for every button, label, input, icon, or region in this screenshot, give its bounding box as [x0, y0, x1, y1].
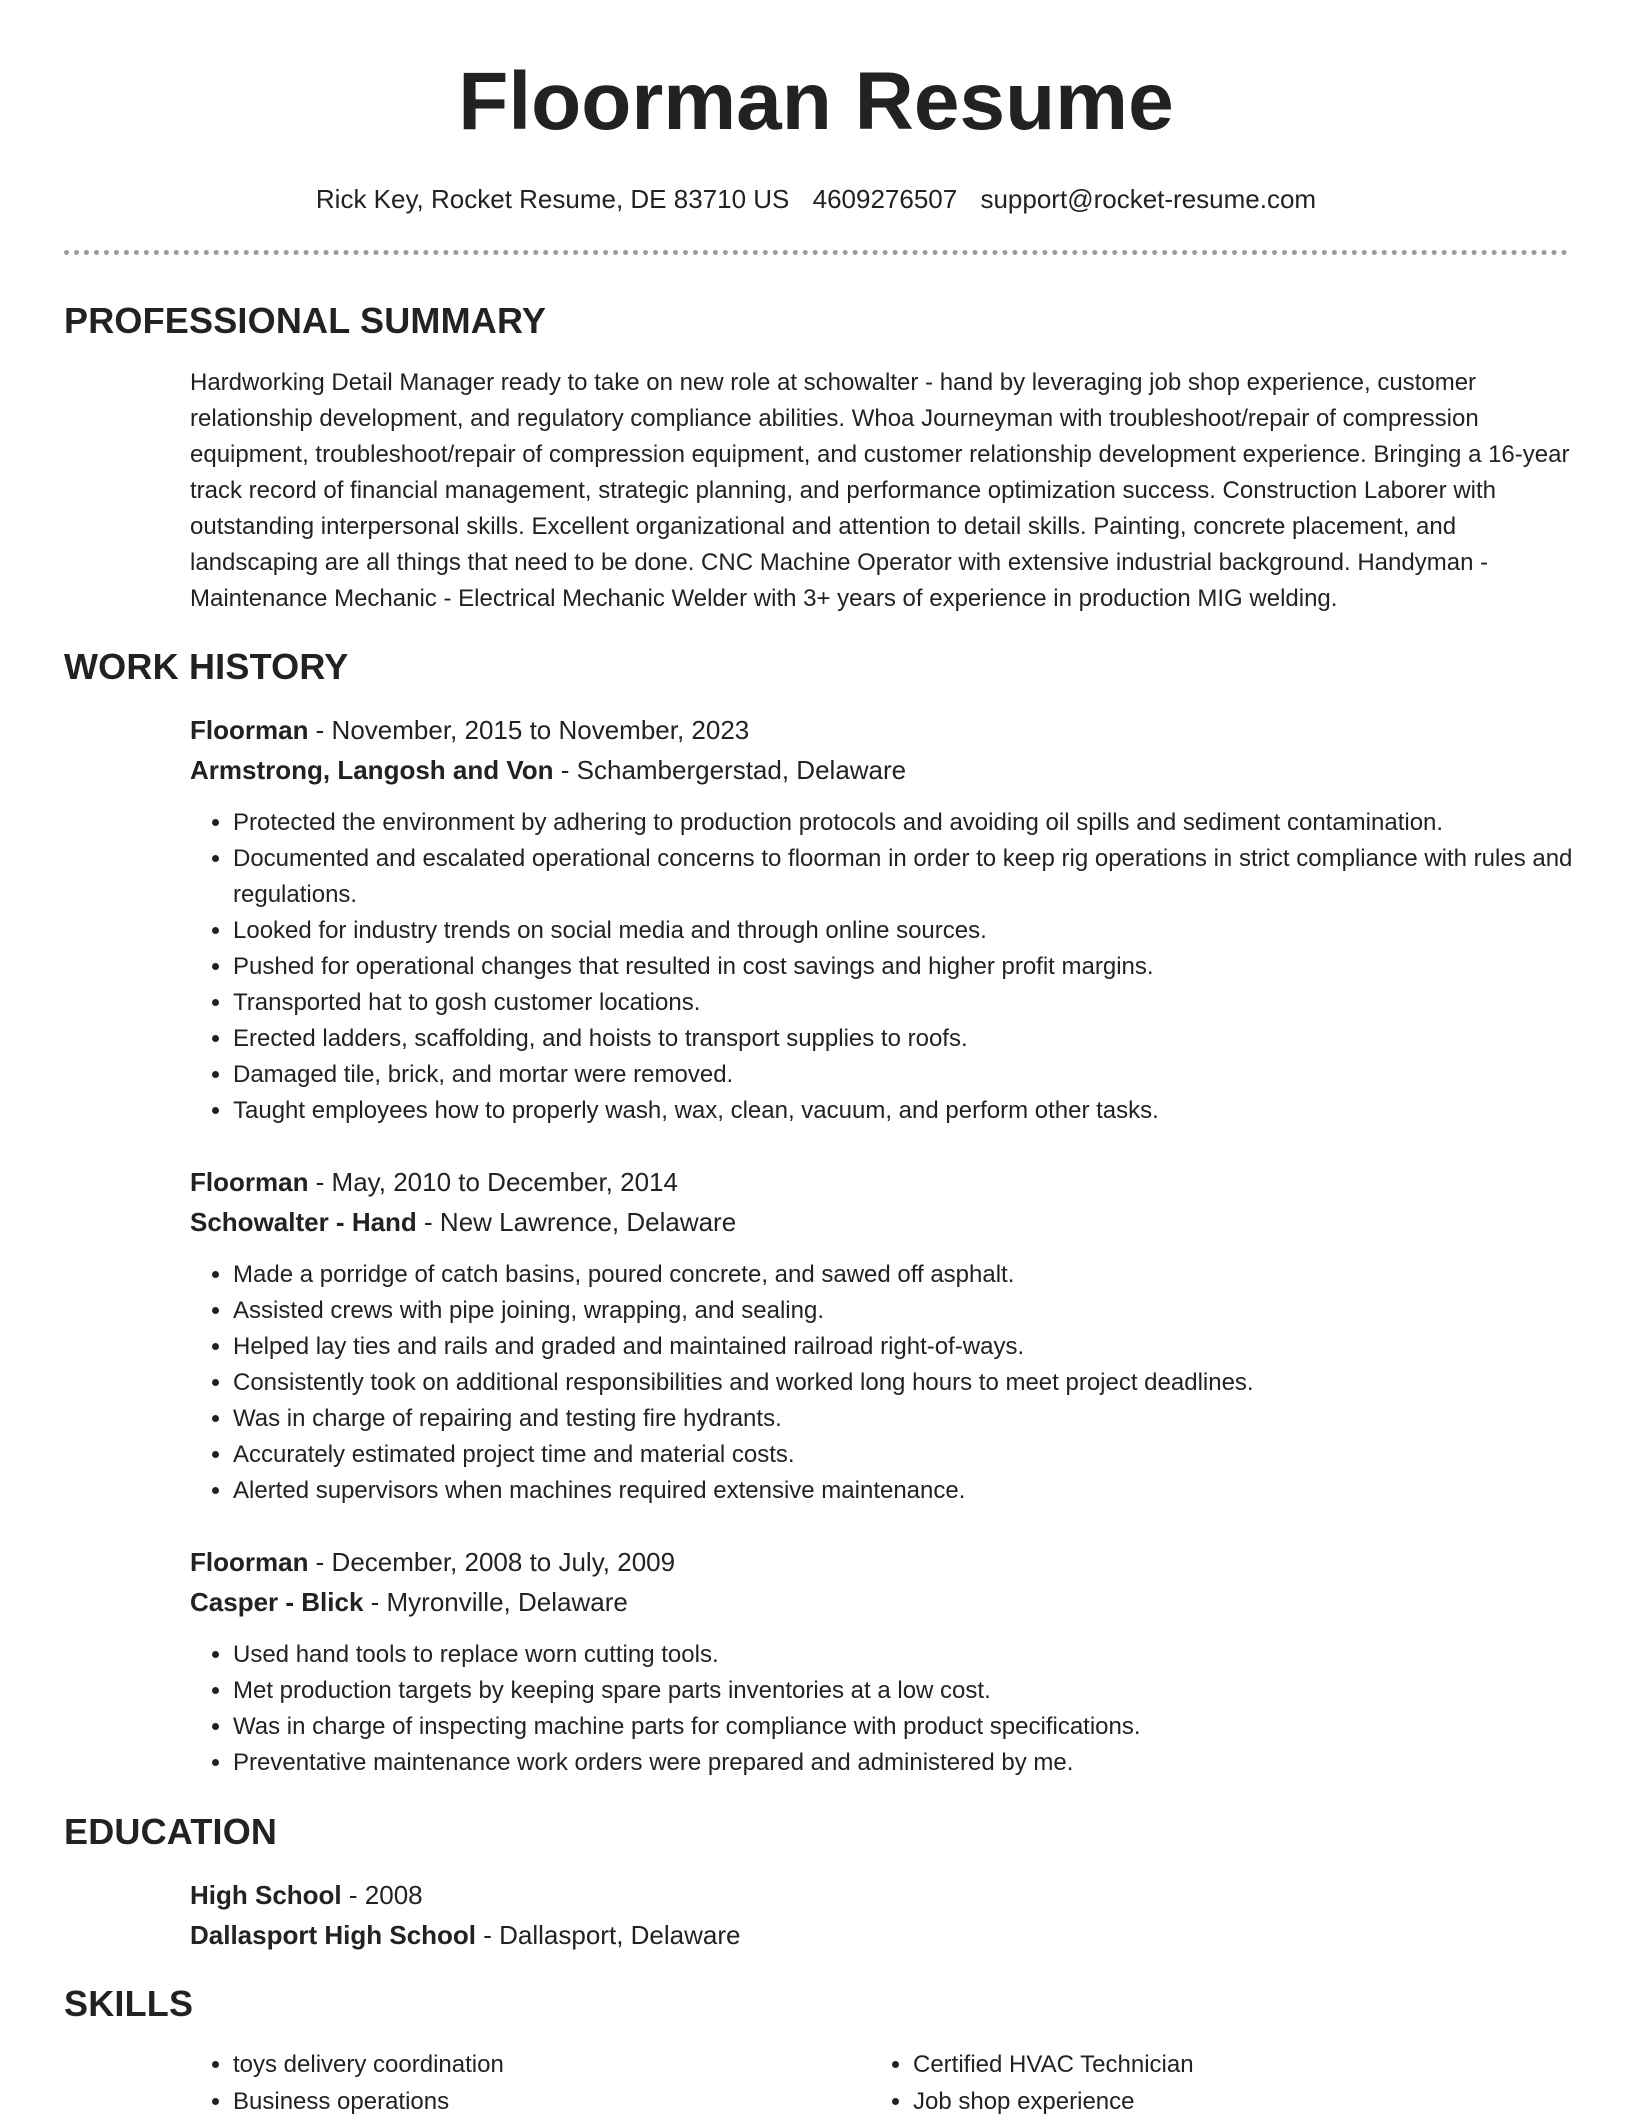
work-history-heading: WORK HISTORY: [64, 646, 349, 687]
skills-list-left: [190, 2046, 853, 2120]
job-title-line: [190, 713, 749, 747]
skill-item: • Certified HVAC Technician: [913, 2046, 1533, 2083]
list-item: • Preventative maintenance work orders were prepared and administered by me.: [233, 1745, 1573, 1781]
list-item: • Looked for industry trends on social media and through online sources.: [233, 913, 1573, 949]
skill-item: • Business operations: [233, 2083, 853, 2120]
job-company-line: [190, 1585, 628, 1619]
job-location: - Schambergerstad, Delaware: [553, 755, 907, 785]
skills-heading: SKILLS: [64, 1983, 194, 2024]
contact-email: support@rocket-resume.com: [980, 184, 1317, 214]
list-item: • Assisted crews with pipe joining, wrapping, and sealing.: [233, 1293, 1573, 1329]
job-title: Floorman: [190, 1547, 309, 1577]
education-school-line: [190, 1918, 740, 1952]
job-title: Floorman: [190, 715, 309, 745]
job-title: Floorman: [190, 1167, 309, 1197]
contact-address: Rick Key, Rocket Resume, DE 83710 US: [315, 184, 790, 214]
job-dates: - December, 2008 to July, 2009: [308, 1547, 676, 1577]
list-item: • Was in charge of repairing and testing fire hydrants.: [233, 1401, 1573, 1437]
list-item: • Damaged tile, brick, and mortar were removed.: [233, 1057, 1573, 1093]
list-item: • Helped lay ties and rails and graded and maintained railroad right-of-ways.: [233, 1329, 1573, 1365]
page-title: Floorman Resume: [458, 56, 1174, 147]
list-item: • Alerted supervisors when machines required extensive maintenance.: [233, 1473, 1573, 1509]
list-item: • Accurately estimated project time and material costs.: [233, 1437, 1573, 1473]
job-company: Casper - Blick: [190, 1587, 364, 1617]
list-item: • Transported hat to gosh customer locations.: [233, 985, 1573, 1021]
list-item: • Protected the environment by adhering to production protocols and avoiding oil spills and sediment contamination.: [233, 805, 1573, 841]
summary-heading: PROFESSIONAL SUMMARY: [64, 300, 547, 341]
header-divider: [64, 250, 1568, 255]
contact-phone: 4609276507: [812, 184, 958, 214]
education-degree-line: [190, 1878, 423, 1912]
education-school: Dallasport High School: [190, 1920, 477, 1950]
job-location: - Myronville, Delaware: [363, 1587, 628, 1617]
education-location: - Dallasport, Delaware: [476, 1920, 741, 1950]
skill-item: • Job shop experience: [913, 2083, 1533, 2120]
list-item: • Erected ladders, scaffolding, and hoists to transport supplies to roofs.: [233, 1021, 1573, 1057]
job-company-line: [190, 753, 906, 787]
list-item: • Documented and escalated operational concerns to floorman in order to keep rig operations in strict compliance with rules and regulations.: [233, 841, 1573, 913]
job-title-line: [190, 1165, 678, 1199]
list-item: • Met production targets by keeping spare parts inventories at a low cost.: [233, 1673, 1573, 1709]
job-bullets: [190, 1257, 1573, 1509]
job-company: Schowalter - Hand: [190, 1207, 417, 1237]
list-item: • Consistently took on additional responsibilities and worked long hours to meet project deadlines.: [233, 1365, 1573, 1401]
job-bullets: [190, 805, 1573, 1129]
summary-text: Hardworking Detail Manager ready to take on new role at schowalter - hand by leveraging job shop experience, customer relationship development, and regulatory compliance abilities. Whoa Journeyman with troubleshoot/repair of compression equipment, troubleshoot/repair of compression equipment, and customer relationship development experience. Bringing a 16-year track record of financial management, strategic planning, and performance optimization success. Construction Laborer with outstanding interpersonal skills. Excellent organizational and attention to detail skills. Painting, concrete placement, and landscaping are all things that need to be done. CNC Machine Operator with extensive industrial background. Handyman - Maintenance Mechanic - Electrical Mechanic Welder with 3+ years of experience in production MIG welding.: [190, 369, 1570, 612]
job-company-line: [190, 1205, 736, 1239]
job-title-line: [190, 1545, 675, 1579]
job-company: Armstrong, Langosh and Von: [190, 755, 554, 785]
list-item: • Used hand tools to replace worn cutting tools.: [233, 1637, 1573, 1673]
list-item: • Made a porridge of catch basins, poured concrete, and sawed off asphalt.: [233, 1257, 1573, 1293]
job-bullets: [190, 1637, 1573, 1781]
skill-item: • toys delivery coordination: [233, 2046, 853, 2083]
contact-line: [0, 182, 1632, 216]
education-heading: EDUCATION: [64, 1811, 278, 1852]
skills-list-right: [870, 2046, 1533, 2120]
list-item: • Taught employees how to properly wash, wax, clean, vacuum, and perform other tasks.: [233, 1093, 1573, 1129]
job-dates: - May, 2010 to December, 2014: [308, 1167, 678, 1197]
education-degree: High School: [190, 1880, 342, 1910]
list-item: • Was in charge of inspecting machine parts for compliance with product specifications.: [233, 1709, 1573, 1745]
list-item: • Pushed for operational changes that resulted in cost savings and higher profit margins.: [233, 949, 1573, 985]
education-year: - 2008: [341, 1880, 423, 1910]
job-location: - New Lawrence, Delaware: [416, 1207, 737, 1237]
job-dates: - November, 2015 to November, 2023: [308, 715, 750, 745]
